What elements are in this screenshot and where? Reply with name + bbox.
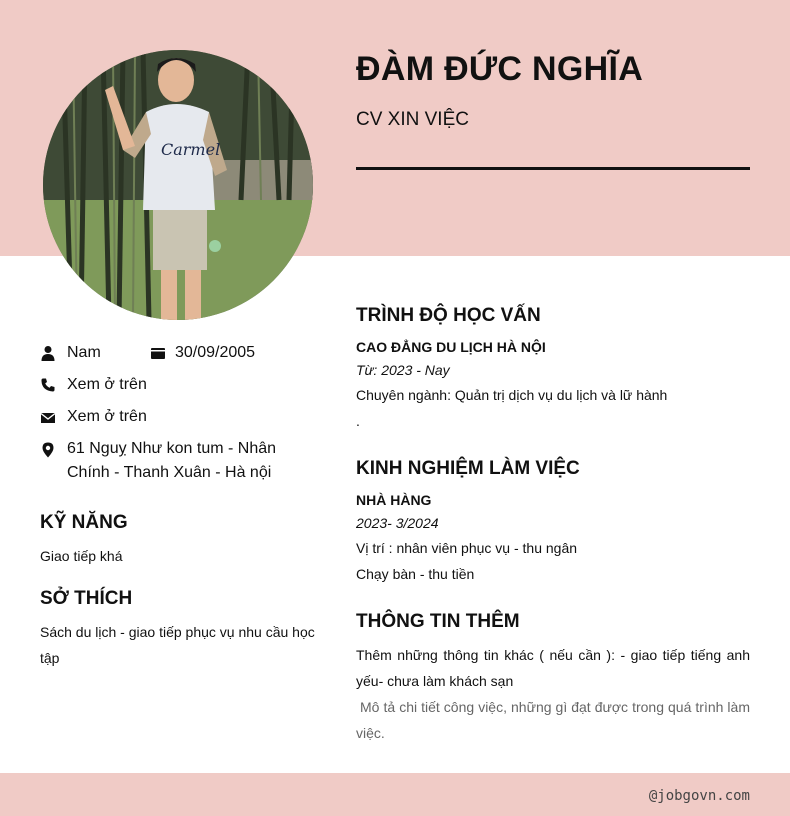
education-note: . xyxy=(356,413,360,429)
cv-subtitle: CV XIN VIỆC xyxy=(356,109,469,130)
candidate-name: ĐÀM ĐỨC NGHĨA xyxy=(356,50,644,88)
experience-position: Vị trí : nhân viên phục vụ - thu ngân xyxy=(356,540,578,556)
header-divider xyxy=(356,167,750,170)
experience-company: NHÀ HÀNG xyxy=(356,492,432,508)
phone-icon xyxy=(40,377,56,393)
location-pin-icon xyxy=(40,442,56,458)
education-school: CAO ĐẲNG DU LỊCH HÀ NỘI xyxy=(356,339,546,355)
skills-heading: KỸ NĂNG xyxy=(40,512,128,533)
phone-value: Xem ở trên xyxy=(67,376,147,393)
profile-photo-illustration xyxy=(43,50,313,320)
birthdate-value: 30/09/2005 xyxy=(175,344,256,361)
experience-period: 2023- 3/2024 xyxy=(356,515,439,531)
address-line-1: 61 Nguỵ Như kon tum - Nhân xyxy=(67,440,277,457)
mail-icon xyxy=(40,410,56,426)
education-period: Từ: 2023 - Nay xyxy=(356,362,450,378)
footer-watermark: @jobgovn.com xyxy=(648,788,750,804)
email-value: Xem ở trên xyxy=(67,408,147,425)
hobbies-heading: SỞ THÍCH xyxy=(40,588,133,609)
education-heading: TRÌNH ĐỘ HỌC VẤN xyxy=(356,305,541,326)
extra-info-line-1: Thêm những thông tin khác ( nếu cần ): - giao tiếp tiếng anh xyxy=(356,647,750,663)
experience-duty: Chạy bàn - thu tiền xyxy=(356,566,475,582)
hobbies-line-1: Sách du lịch - giao tiếp phục vụ nhu cầu học xyxy=(40,624,315,640)
hobbies-line-2: tập xyxy=(40,650,60,666)
extra-info-line-2: yếu- chưa làm khách sạn xyxy=(356,673,514,689)
extra-info-hint-line-2: việc. xyxy=(356,725,385,741)
profile-photo xyxy=(43,50,313,320)
person-icon xyxy=(40,345,56,361)
skills-text: Giao tiếp khá xyxy=(40,548,123,564)
address-line-2: Chính - Thanh Xuân - Hà nội xyxy=(67,464,272,481)
extra-info-hint-line-1: Mô tả chi tiết công việc, những gì đạt được trong quá trình làm xyxy=(356,699,750,715)
calendar-icon xyxy=(150,345,166,361)
extra-info-heading: THÔNG TIN THÊM xyxy=(356,611,520,632)
experience-heading: KINH NGHIỆM LÀM VIỆC xyxy=(356,458,580,479)
svg-text:Carmel: Carmel xyxy=(161,140,221,159)
gender-value: Nam xyxy=(67,344,101,361)
education-major: Chuyên ngành: Quản trị dịch vụ du lịch và lữ hành xyxy=(356,387,668,403)
